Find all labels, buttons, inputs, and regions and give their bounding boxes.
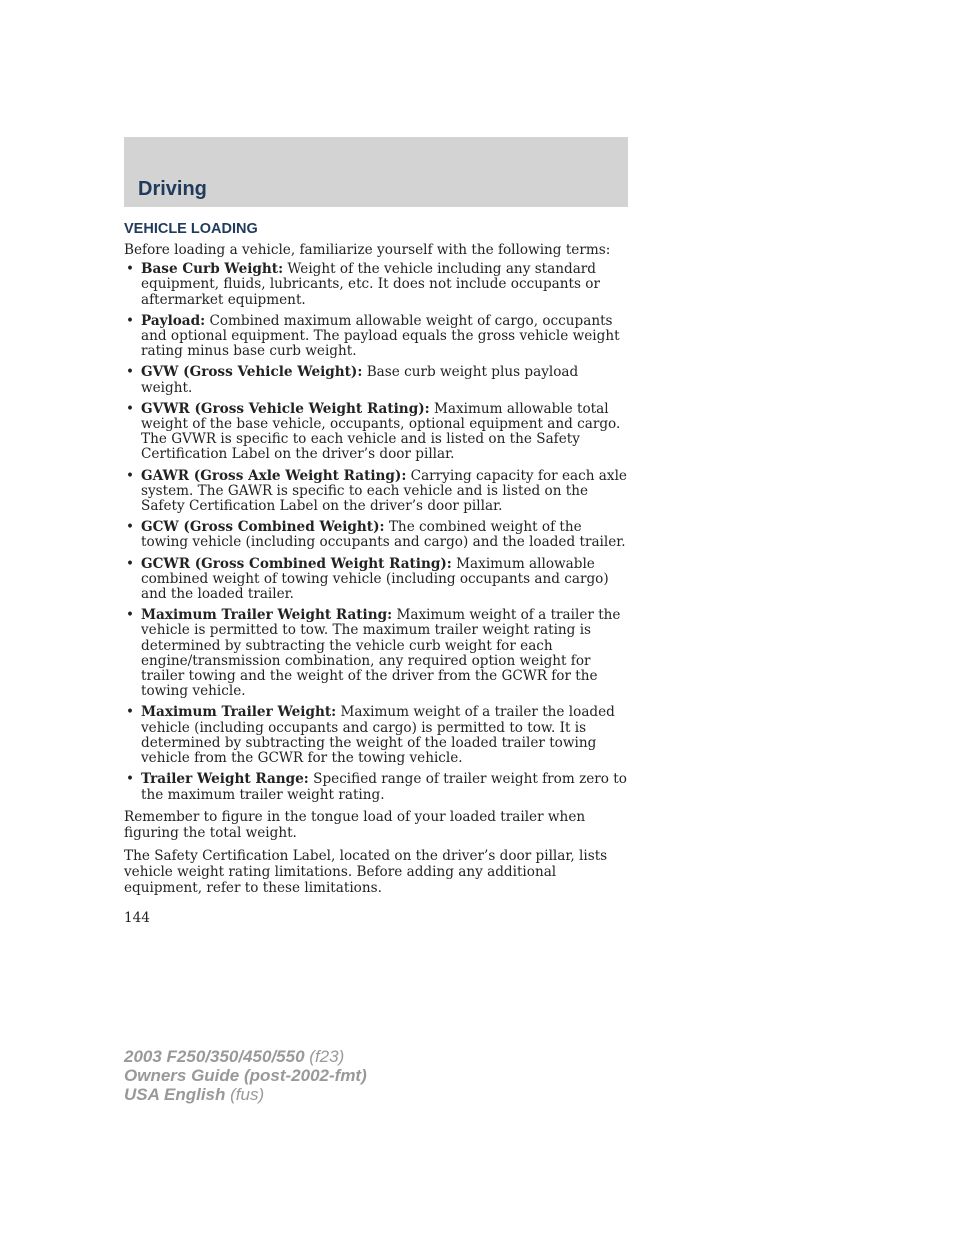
- bullet-icon: •: [126, 771, 135, 788]
- bullet-icon: •: [126, 607, 135, 624]
- section-heading: VEHICLE LOADING: [124, 221, 258, 237]
- term-definition: Specified range of trailer weight from zero to the maximum trailer weight rating.: [141, 771, 627, 803]
- term-label: GVW (Gross Vehicle Weight):: [141, 364, 363, 381]
- footer-line-language: [124, 1085, 367, 1104]
- term-definition: Combined maximum allowable weight of cargo, occupants and optional equipment. The payload equals the gross vehicle weight rating minus base curb weight.: [141, 312, 620, 360]
- list-item: [124, 469, 630, 515]
- term-definition: Maximum weight of a trailer the loaded vehicle (including occupants and cargo) is permitted to tow. It is determined by subtracting the weight of the loaded trailer towing vehicle from the GCWR for the towing vehicle.: [141, 704, 615, 767]
- certification-label-paragraph: The Safety Certification Label, located on the driver’s door pillar, lists vehicle weight rating limitations. Before adding any additional equipment, refer to these limitations.: [124, 847, 608, 897]
- intro-paragraph: Before loading a vehicle, familiarize yourself with the following terms:: [124, 242, 611, 258]
- term-definition: The combined weight of the towing vehicle (including occupants and cargo) and the loaded trailer.: [141, 519, 626, 551]
- bullet-icon: •: [126, 519, 135, 536]
- list-item: [124, 557, 630, 603]
- footer-model-code: (f23): [304, 1047, 345, 1066]
- term-definition: Base curb weight plus payload weight.: [141, 364, 579, 396]
- tongue-load-paragraph: Remember to figure in the tongue load of your loaded trailer when figuring the total weight.: [124, 808, 586, 842]
- term-label: Maximum Trailer Weight:: [141, 704, 337, 721]
- term-label: GVWR (Gross Vehicle Weight Rating):: [141, 400, 430, 417]
- term-label: GCW (Gross Combined Weight):: [141, 519, 385, 536]
- page-content: [124, 220, 630, 926]
- term-label: Payload:: [141, 312, 206, 329]
- term-label: GAWR (Gross Axle Weight Rating):: [141, 467, 407, 484]
- list-item: [124, 772, 630, 802]
- bullet-icon: •: [126, 704, 135, 721]
- term-definition: Carrying capacity for each axle system. The GAWR is specific to each vehicle and is listed on the Safety Certification Label on the driver’s door pillar.: [141, 467, 627, 515]
- list-item: [124, 520, 630, 550]
- list-item: [124, 705, 630, 766]
- term-label: Base Curb Weight:: [141, 261, 284, 278]
- list-item: [124, 365, 630, 395]
- term-label: Maximum Trailer Weight Rating:: [141, 607, 393, 624]
- footer-language-code: (fus): [225, 1085, 265, 1104]
- footer-guide-text: Owners Guide (post-2002-fmt): [124, 1066, 367, 1085]
- bullet-icon: •: [126, 555, 135, 572]
- bullet-icon: •: [126, 312, 135, 329]
- terms-list: [124, 262, 630, 803]
- bullet-icon: •: [126, 364, 135, 381]
- bullet-icon: •: [126, 400, 135, 417]
- term-definition: Maximum allowable total weight of the base vehicle, occupants, optional equipment and cargo. The GVWR is specific to each vehicle and is listed on the Safety Certification Label on the driver’s door pillar.: [141, 400, 621, 463]
- document-footer: [124, 1047, 367, 1104]
- list-item: [124, 608, 630, 699]
- footer-line-guide: [124, 1066, 367, 1085]
- page-number: 144: [124, 909, 150, 926]
- term-definition: Weight of the vehicle including any standard equipment, fluids, lubricants, etc. It does not include occupants or aftermarket equipment.: [141, 261, 600, 308]
- footer-model-text: 2003 F250/350/450/550: [124, 1047, 305, 1066]
- term-definition: Maximum allowable combined weight of towing vehicle (including occupants and cargo) and the loaded trailer.: [141, 555, 609, 603]
- chapter-title: Driving: [138, 178, 207, 200]
- chapter-header-band: [124, 137, 628, 207]
- bullet-icon: •: [126, 467, 135, 484]
- term-label: GCWR (Gross Combined Weight Rating):: [141, 555, 452, 572]
- list-item: [124, 314, 630, 360]
- bullet-icon: •: [126, 261, 135, 278]
- footer-language-text: USA English: [124, 1085, 226, 1104]
- term-label: Trailer Weight Range:: [141, 771, 309, 788]
- list-item: [124, 402, 630, 463]
- list-item: [124, 262, 630, 308]
- footer-line-model: [124, 1047, 367, 1066]
- term-definition: Maximum weight of a trailer the vehicle is permitted to tow. The maximum trailer weight rating is determined by subtracting the vehicle curb weight for each engine/transmission combination, any required option weight for trailer towing and the weight of the driver from the GCWR for the towing vehicle.: [141, 607, 621, 700]
